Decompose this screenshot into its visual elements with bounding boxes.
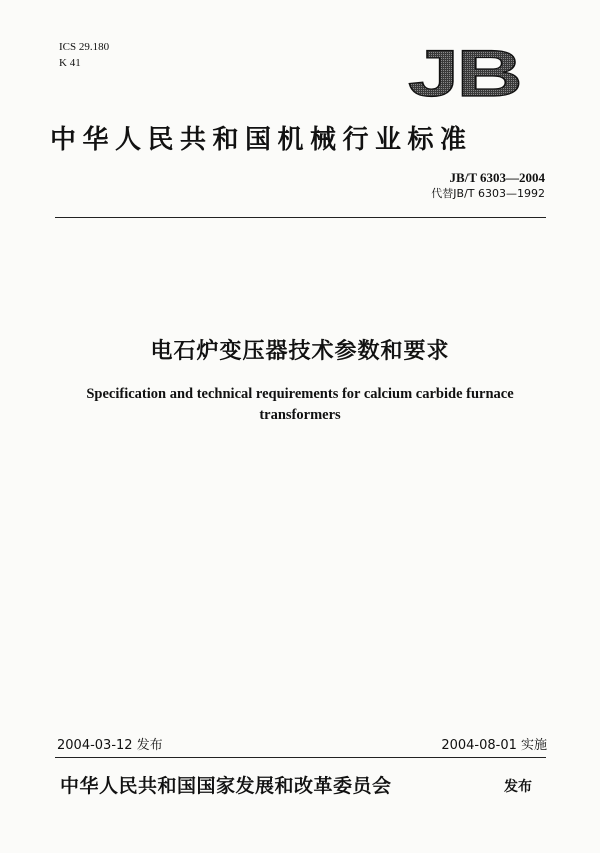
replaces-note: 代替JB/T 6303—1992	[431, 187, 545, 200]
ccs-code: K 41	[59, 57, 81, 69]
standard-title: 中华人民共和国机械行业标准	[50, 125, 473, 155]
implementation-date: 2004-08-01 实施	[441, 738, 547, 753]
document-title-english: Specification and technical requirements for calcium carbide furnace transformers	[86, 386, 514, 423]
bottom-divider	[55, 757, 546, 758]
issuing-authority: 中华人民共和国国家发展和改革委员会	[60, 775, 392, 797]
issue-action-label: 发布	[504, 779, 532, 795]
ics-code: ICS 29.180	[59, 41, 110, 53]
issue-date: 2004-03-12 发布	[57, 738, 163, 753]
svg-text:JB: JB	[408, 40, 520, 100]
jb-logo	[405, 40, 523, 100]
standard-number: JB/T 6303—2004	[449, 170, 545, 185]
top-divider	[55, 217, 546, 218]
document-title-chinese: 电石炉变压器技术参数和要求	[150, 339, 450, 364]
